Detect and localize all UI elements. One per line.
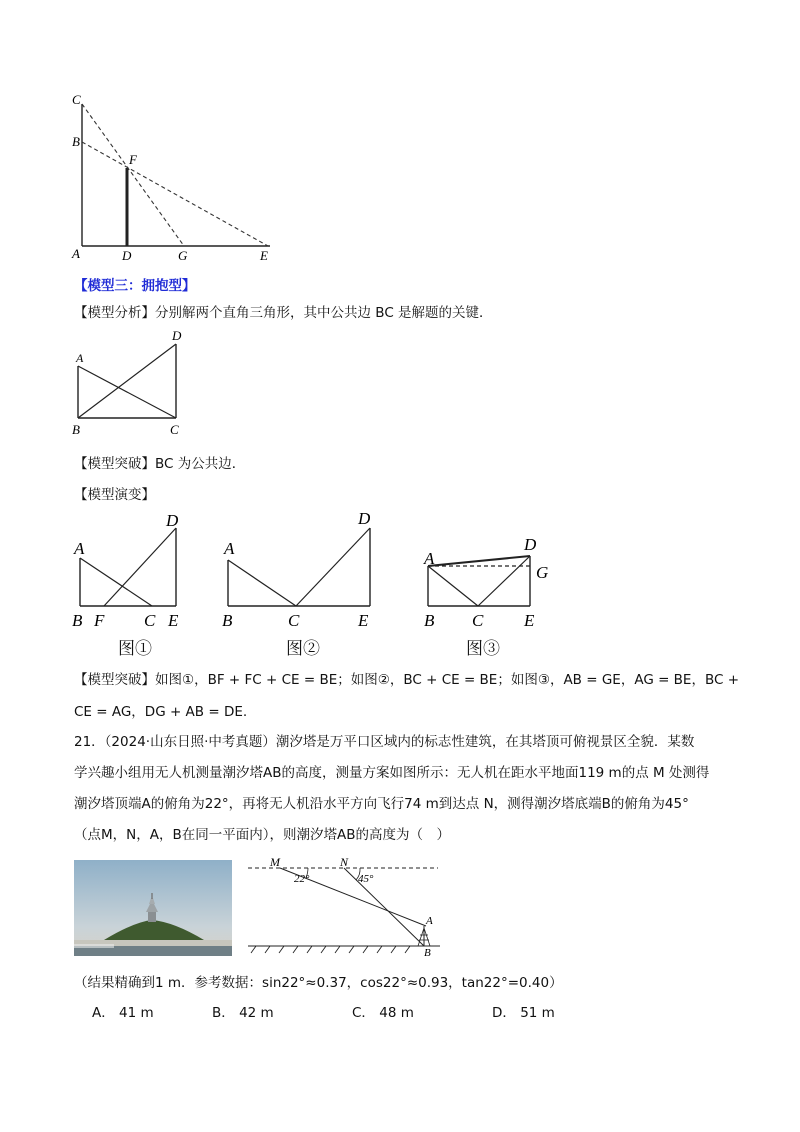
label-A: A	[424, 549, 435, 568]
option-b[interactable]	[212, 1003, 274, 1023]
option-d-label: D．	[492, 1005, 516, 1021]
label-M: M	[270, 856, 280, 869]
label-B: B	[424, 947, 431, 958]
label-B: B	[424, 611, 435, 628]
model3-analysis: 【模型分析】分别解两个直角三角形，其中公共边 BC 是解题的关键．	[74, 305, 493, 321]
label-F: F	[129, 152, 137, 167]
label-B: B	[72, 134, 80, 149]
option-c-value: 48 m	[379, 1005, 414, 1021]
label-A: A	[74, 539, 85, 558]
label-C: C	[472, 611, 484, 628]
top-geometry-figure	[60, 88, 290, 268]
embrace-figure	[64, 322, 194, 440]
label-E: E	[524, 611, 535, 628]
label-E: E	[168, 611, 179, 628]
option-d[interactable]	[492, 1003, 555, 1023]
label-D: D	[166, 511, 179, 530]
option-b-value: 42 m	[239, 1005, 274, 1021]
question-line-4: （点M，N，A，B在同一平面内），则潮汐塔AB的高度为（ ）	[74, 827, 450, 843]
label-F: F	[94, 611, 105, 628]
option-d-value: 51 m	[520, 1005, 555, 1021]
label-D: D	[172, 328, 182, 343]
question-line-1: 21．（2024·山东日照·中考真题）潮汐塔是万平口区域内的标志性建筑，在其塔顶可俯视景区全貌．某数	[74, 734, 695, 750]
option-a[interactable]	[92, 1003, 154, 1023]
model3-breakthrough: 【模型突破】BC 为公共边．	[74, 456, 246, 472]
variation-figure-2	[218, 508, 388, 628]
model3-breakthrough-2-line2: CE = AG，DG + AB = DE.	[74, 704, 248, 720]
label-D: D	[524, 535, 537, 554]
angle-45: 45°	[358, 873, 374, 885]
label-G: G	[178, 248, 188, 263]
option-a-value: 41 m	[119, 1005, 154, 1021]
label-C: C	[170, 422, 179, 437]
model3-variation-heading: 【模型演变】	[74, 487, 155, 503]
label-C: C	[288, 611, 300, 628]
option-c-label: C．	[352, 1005, 375, 1021]
label-E: E	[260, 248, 268, 263]
tower-photo	[74, 860, 232, 956]
label-A: A	[72, 246, 80, 261]
question-line-2: 学兴趣小组用无人机测量潮汐塔AB的高度，测量方案如图所示：无人机在距水平地面119 m的点 M 处测得	[74, 765, 710, 781]
drone-diagram	[248, 856, 448, 958]
label-N: N	[340, 856, 349, 869]
label-B: B	[72, 422, 80, 437]
model3-breakthrough-2-line1: 【模型突破】如图①，BF + FC + CE = BE；如图②，BC + CE = BE；如图③，AB = GE，AG = BE，BC +	[74, 672, 740, 688]
label-C: C	[144, 611, 156, 628]
variation-figure-3	[416, 528, 556, 628]
label-A: A	[224, 539, 235, 558]
label-D: D	[358, 509, 371, 528]
question-line-3: 潮汐塔顶端A的俯角为22°，再将无人机沿水平方向飞行74 m到达点 N，测得潮汐塔底端B的俯角为45°	[74, 796, 689, 812]
caption-fig2: 图②	[286, 639, 320, 658]
label-A: A	[76, 351, 84, 365]
label-A: A	[426, 915, 433, 927]
variation-figure-1	[66, 508, 196, 628]
option-b-label: B．	[212, 1005, 235, 1021]
label-B: B	[72, 611, 83, 628]
model3-heading: 【模型三：拥抱型】	[74, 278, 196, 294]
angle-22: 22°	[294, 873, 310, 885]
label-E: E	[358, 611, 369, 628]
caption-fig3: 图③	[466, 639, 500, 658]
label-B: B	[222, 611, 233, 628]
question-note: （结果精确到1 m．参考数据：sin22°≈0.37，cos22°≈0.93，tan22°=0.40）	[74, 975, 563, 991]
label-G: G	[536, 563, 549, 582]
option-a-label: A．	[92, 1005, 115, 1021]
label-D: D	[122, 248, 132, 263]
option-c[interactable]	[352, 1003, 414, 1023]
label-C: C	[72, 92, 81, 107]
caption-fig1: 图①	[118, 639, 152, 658]
